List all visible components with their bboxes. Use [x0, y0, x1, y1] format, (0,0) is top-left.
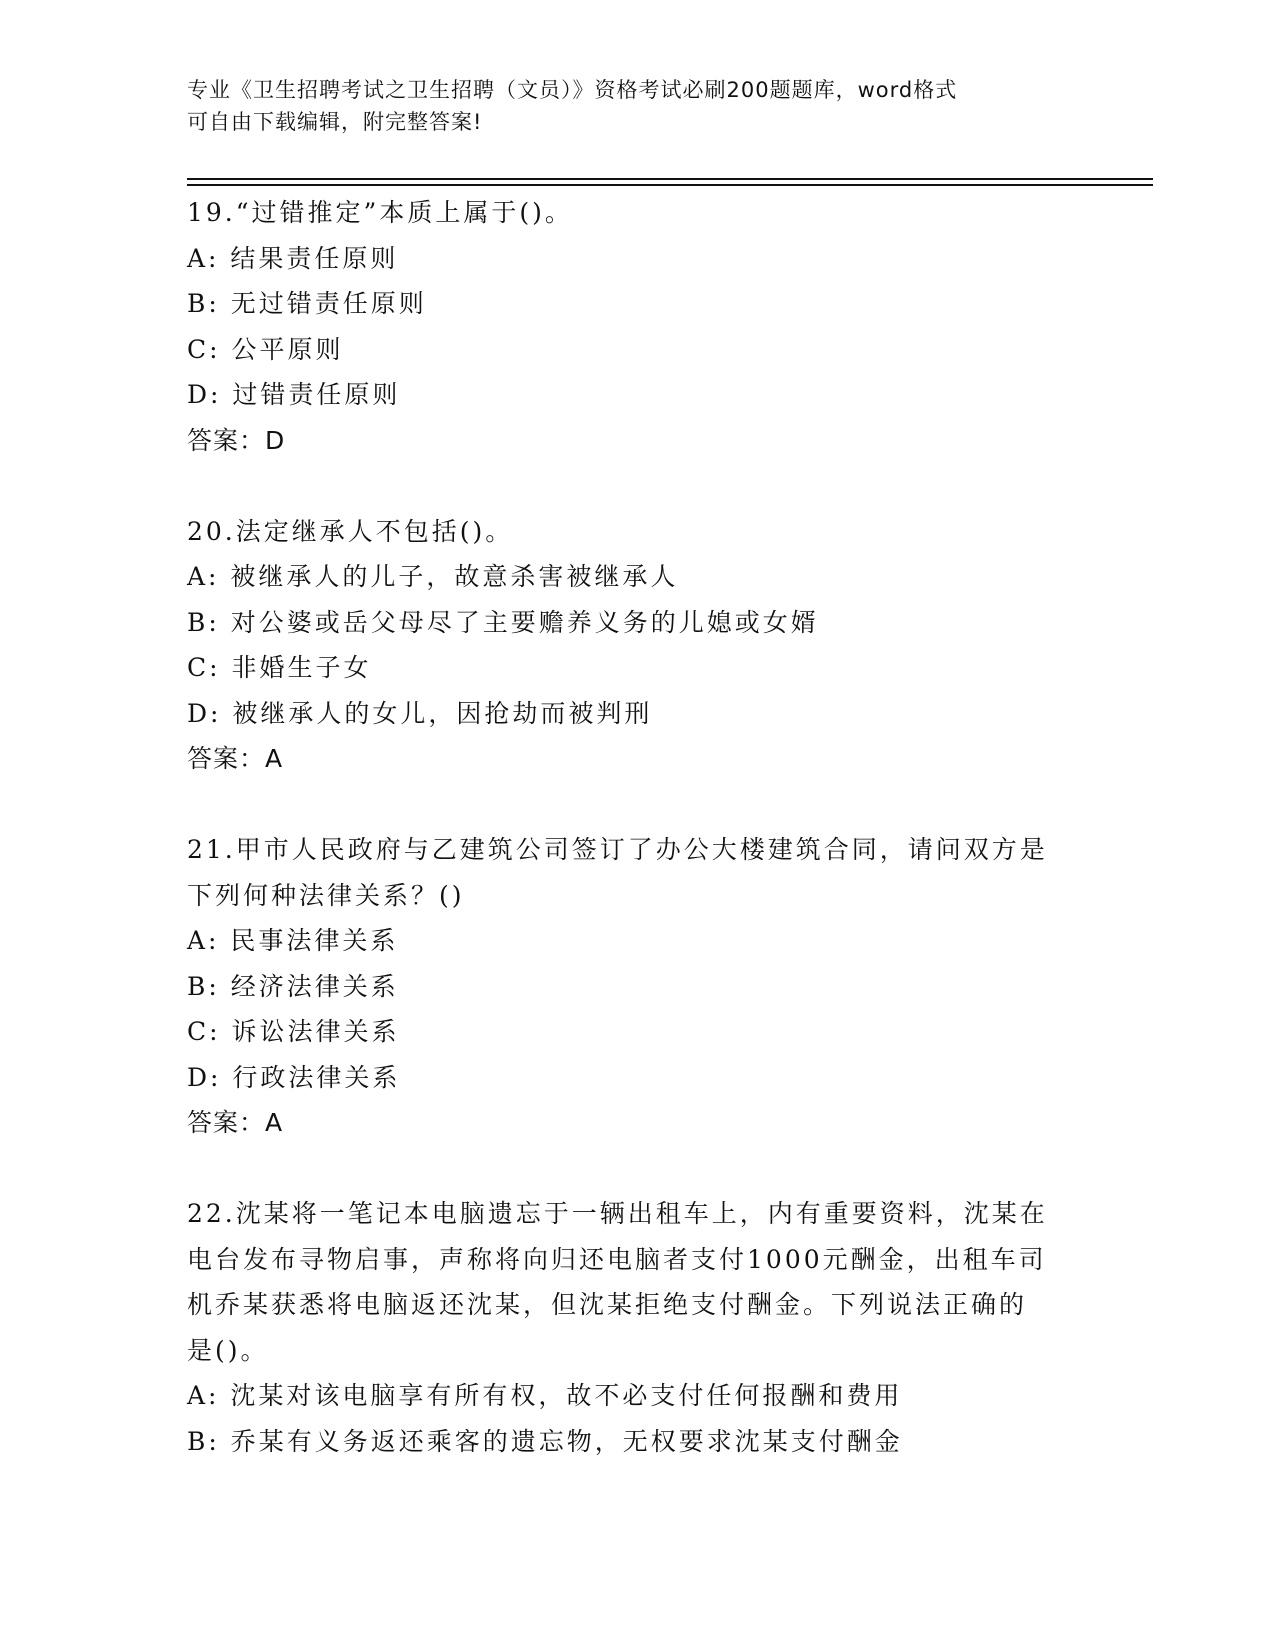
- question-stem: 22.沈某将一笔记本电脑遗忘于一辆出租车上，内有重要资料，沈某在: [187, 1199, 1048, 1228]
- option-b: B: 无过错责任原则: [187, 289, 427, 318]
- answer: 答案：A: [187, 744, 284, 773]
- answer: 答案：A: [187, 1108, 284, 1137]
- question-stem: 20.法定继承人不包括()。: [187, 516, 514, 546]
- option-b: B: 乔某有义务返还乘客的遗忘物，无权要求沈某支付酬金: [187, 1426, 903, 1456]
- question-stem-continued: 机乔某获悉将电脑返还沈某，但沈某拒绝支付酬金。下列说法正确的: [187, 1290, 1028, 1319]
- header-divider-bottom: [187, 184, 1153, 186]
- option-b: B: 对公婆或岳父母尽了主要赡养义务的儿媳或女婿: [187, 607, 819, 637]
- option-d: D: 过错责任原则: [187, 380, 401, 409]
- header-line-2: 可自由下载编辑，附完整答案!: [187, 110, 483, 134]
- option-c: C: 诉讼法律关系: [187, 1017, 400, 1046]
- option-d: D: 行政法律关系: [187, 1062, 401, 1092]
- header-divider-top: [187, 178, 1153, 180]
- question-stem-continued: 电台发布寻物启事，声称将向归还电脑者支付1000元酬金，出租车司: [187, 1244, 1047, 1274]
- option-a: A: 被继承人的儿子，故意杀害被继承人: [187, 562, 679, 591]
- question-stem-continued: 是()。: [187, 1335, 269, 1365]
- question-22: [187, 1191, 1087, 1464]
- question-stem: 21.甲市人民政府与乙建筑公司签订了办公大楼建筑合同，请问双方是: [187, 835, 1048, 864]
- answer: 答案：D: [187, 425, 286, 455]
- question-stem-continued: 下列何种法律关系？(): [187, 880, 465, 910]
- option-a: A: 民事法律关系: [187, 926, 399, 955]
- option-b: B: 经济法律关系: [187, 971, 399, 1001]
- option-a: A: 沈某对该电脑享有所有权，故不必支付任何报酬和费用: [187, 1381, 903, 1410]
- question-list: [187, 190, 1087, 1464]
- question-21: [187, 827, 1087, 1146]
- question-stem: 19.“过错推定”本质上属于()。: [187, 198, 573, 227]
- option-d: D: 被继承人的女儿，因抢劫而被判刑: [187, 698, 653, 728]
- document-header: [187, 74, 1087, 138]
- question-20: [187, 509, 1087, 782]
- option-c: C: 非婚生子女: [187, 653, 372, 682]
- header-line-1: 专业《卫生招聘考试之卫生招聘（文员）》资格考试必刷200题题库，word格式: [187, 78, 958, 102]
- question-19: [187, 190, 1087, 463]
- option-a: A: 结果责任原则: [187, 243, 399, 273]
- option-c: C: 公平原则: [187, 334, 344, 364]
